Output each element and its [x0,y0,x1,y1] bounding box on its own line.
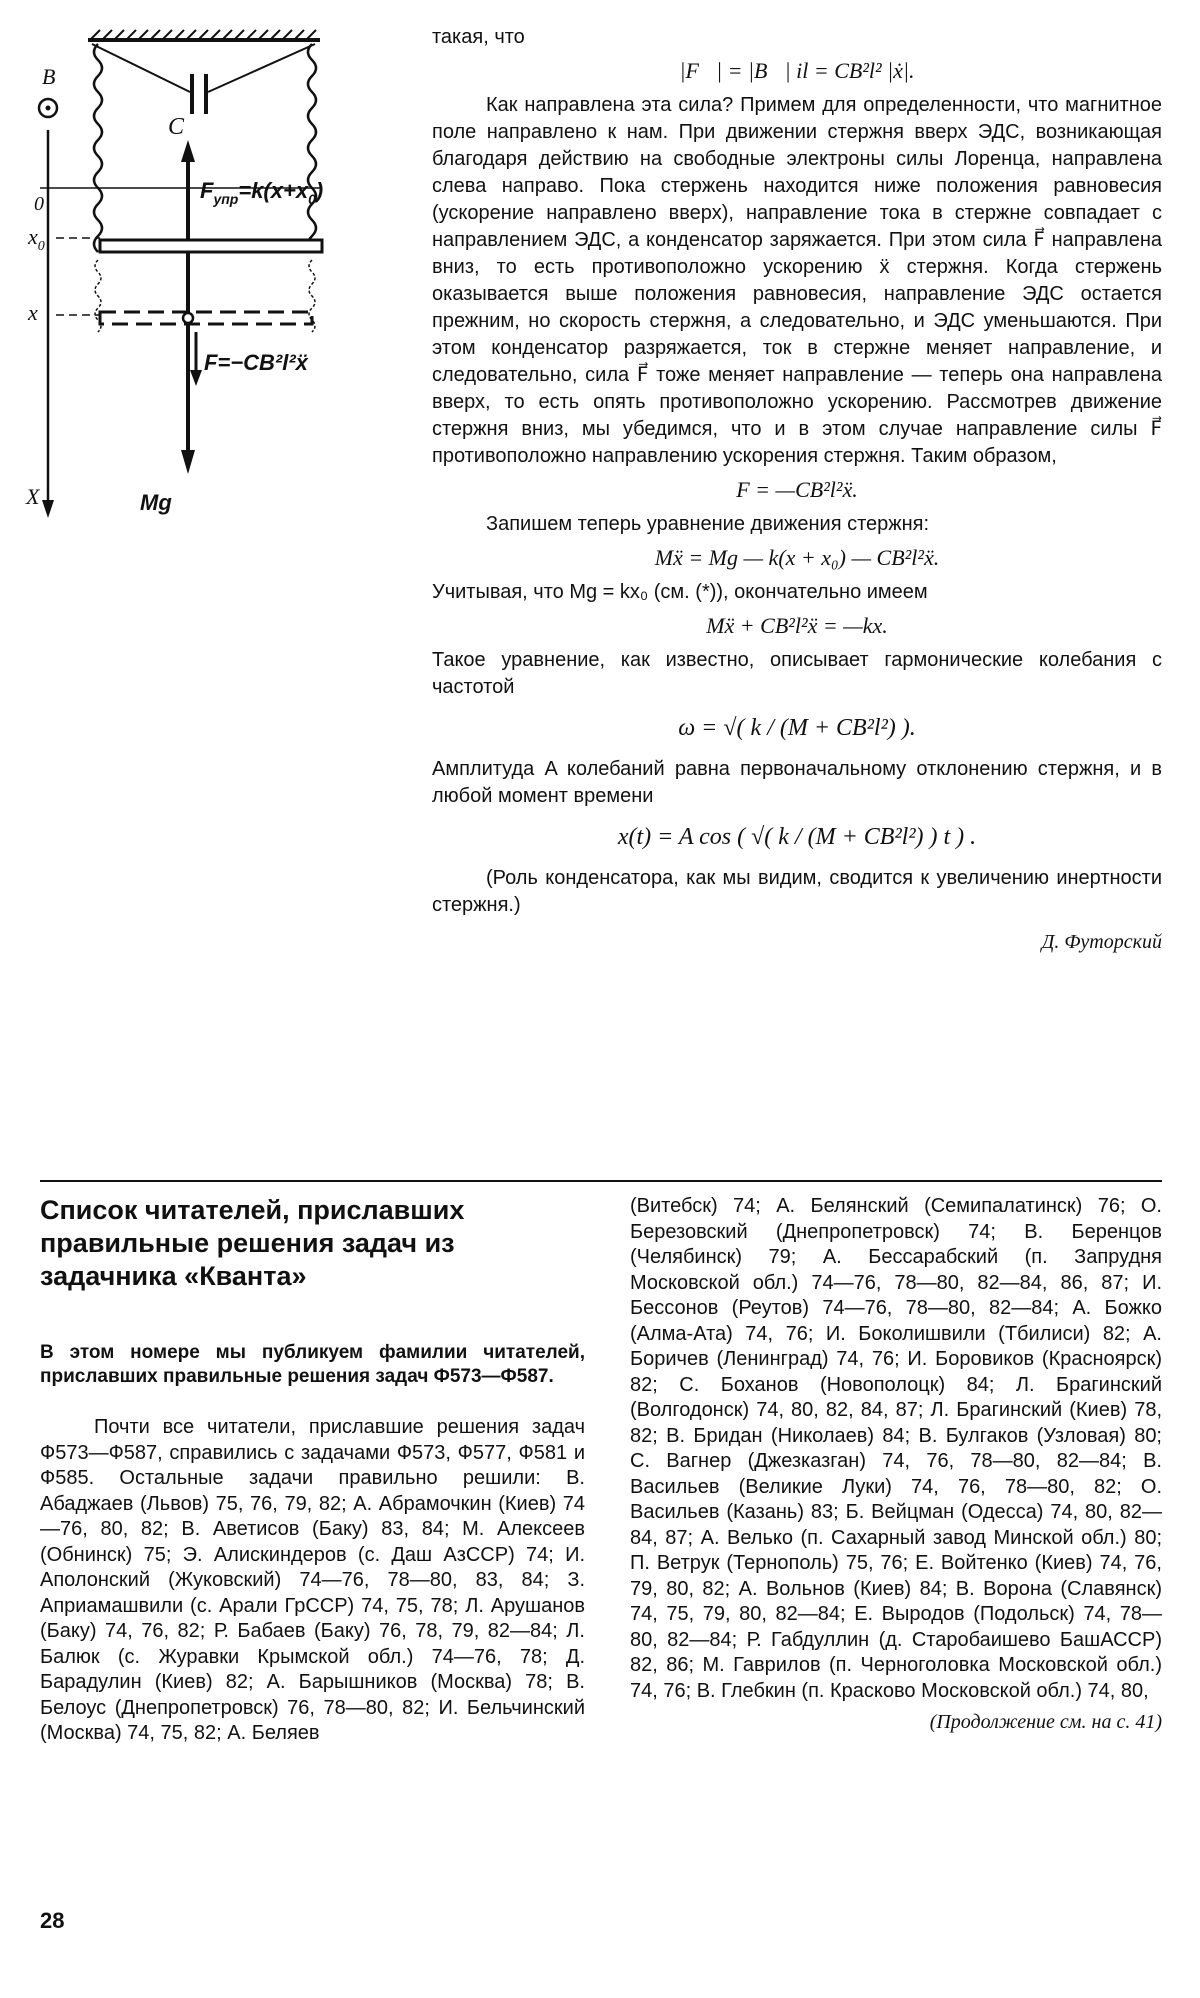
b-field-dot-icon [46,106,51,111]
solution-paragraph-1: Как направлена эта сила? Примем для определенности, что магнитное поле направлено к нам. При движении стержня вверх ЭДС, возникающая благодаря действию на свободные электроны силы Лоренца, направлена слева направо. Пока стержень находится ниже положения равновесия (ускорение направлено вверх), направление тока в стержне совпадает с направлением ЭДС, а конденсатор заряжается. При этом сила F⃗ направлена вниз, то есть противоположно ускорению ẍ стержня. Когда стержень оказывается выше положения равновесия, направление ЭДС остается прежним, но скорость стержня, а следовательно, и ЭДС уменьшаются. При этом конденсатор разряжается, ток в стержне меняет направление, и следовательно, сила F⃗ тоже меняет направление — теперь она направлена вверх, то есть опять противоположно ускорению. Рассмотрев движение стержня вниз, мы убедимся, что и в этом случае направление силы F⃗ противоположно направлению ускорения стержня. Таким образом, [432,94,1162,467]
solution-intro: такая, что [432,26,525,48]
solution-paragraph-3: Учитывая, что Mg = kx₀ (см. (*)), окончательно имеем [432,581,928,603]
solution-note: (Роль конденсатора, как мы видим, сводится к увеличению инертности стержня.) [432,867,1162,916]
readers-column-right [630,1194,1162,1736]
rod-displaced [100,312,312,324]
center-of-mass-point [183,313,193,323]
readers-list-left: Почти все читатели, приславшие решения задач Ф573—Ф587, справились с задачами Ф573, Ф577, Ф581 и Ф585. Остальные задачи правильно решили: В. Абаджаев (Львов) 75, 76, 79, 82; А. Абрамочкин (Киев) 74—76, 80, 82; В. Аветисов (Баку) 83, 84; М. Алексеев (Обнинск) 75; Э. Алискиндеров (с. Даш АзССР) 74; И. Аполонский (Жуковский) 74—76, 78—80, 83, 84; З. Априамашвили (с. Арали ГрССР) 74, 75, 78; Л. Арушанов (Баку) 74, 76, 82; Р. Бабаев (Баку) 76, 78, 79, 82—84; Л. Балюк (с. Журавки Крымской обл.) 74—76, 78; Д. Барадулин (Киев) 82; А. Барышников (Москва) 78; В. Белоус (Днепропетровск) 76, 78—80, 82; И. Бельчинский (Москва) 74, 75, 82; А. Беляев [40,1416,585,1744]
readers-list-right: (Витебск) 74; А. Белянский (Семипалатинск) 76; О. Березовский (Днепропетровск) 74; В. Беренцов (Челябинск) 79; А. Бессарабский (п. Запрудня Московской обл.) 74—76, 78—80, 82—84, 86, 87; И. Бессонов (Реутов) 74—76, 78—80, 82—84; А. Божко (Алма-Ата) 74, 76; И. Боколишвили (Тбилиси) 82; А. Боричев (Ленинград) 74, 76; И. Боровиков (Красноярск) 82; С. Боханов (Новополоцк) 84; Л. Брагинский (Волгодонск) 74, 80, 82, 84, 87; Л. Брагинский (Киев) 78, 82; В. Бридан (Николаев) 84; В. Булгаков (Узловая) 80; С. Вагнер (Джезказган) 74, 76, 78—80, 82—84; В. Васильев (Великие Луки) 74, 76, 78—80, 82; О. Васильев (Казань) 83; Б. Вейцман (Одесса) 74, 80, 82—84, 87; А. Велько (п. Сахарный завод Минской обл.) 80; П. Ветрук (Тернополь) 75, 76; Е. Войтенко (Киев) 74, 76, 79, 80, 82; А. Вольнов (Киев) 84; В. Ворона (Славянск) 74, 75, 79, 80, 82—84; Е. Выродов (Подольск) 74, 78—80, 82—84; Р. Габдуллин (д. Старобаишево БашАССР) 82, 86; М. Гаврилов (п. Черноголовка Московской обл.) 74, 76; В. Глебкин (п. Красково Московской обл.) 74, 80, [630,1195,1162,1702]
formula-position: x(t) = A cos ( √( k / (M + CB²l²) ) t ) . [617,824,977,850]
section-divider [40,1180,1162,1182]
solution-paragraph-4: Такое уравнение, как известно, описывает гармонические колебания с частотой [432,649,1162,698]
formula-frequency: ω = √( k / (M + CB²l²) ). [678,715,916,741]
left-spring [94,44,102,252]
solution-paragraph-5: Амплитуда A колебаний равна первоначальному отклонению стержня, и в любой момент времени [432,758,1162,807]
solution-paragraph-2: Запишем теперь уравнение движения стержня: [486,513,930,535]
lorentz-force-label: F=−CB²l²ẍ [204,350,308,375]
x-axis-arrow-icon [42,500,54,518]
b-field-label: B [42,64,56,89]
zero-label: 0 [34,193,44,215]
physics-diagram [20,22,420,542]
capacitor-wire-right [208,44,315,92]
formula-motion: Mẍ = Mg — k(x + x₀) — CB²l²ẍ. [654,545,940,570]
spring-force-label: $F_{упр}=k(x+x_0)$ [200,178,324,207]
x-label: x [28,300,38,325]
readers-heading: Список читателей, приславших правильные решения задач из задачника «Кванта» [40,1195,465,1291]
readers-column-left [40,1194,585,1747]
lorentz-force-arrowhead-icon [190,370,202,386]
rod-spring-capacitor-figure [20,22,420,542]
weight-label: Mg [140,490,172,515]
solution-text [432,24,1162,956]
formula-force-magnitude: |F⃗| = |B⃗| il = CB²l² |ẋ|. [679,58,915,83]
capacitor-label: C [168,114,185,140]
formula-force: F = —CB²l²ẍ. [736,477,858,502]
right-spring [308,44,316,252]
readers-lead: В этом номере мы публикуем фамилии читателей, приславших правильные решения задач Ф573—Ф587. [40,1342,585,1387]
author-signature: Д. Футорский [1041,931,1162,953]
spring-force-arrowhead-icon [181,140,195,162]
capacitor-wire-left [92,44,190,92]
page-number: 28 [40,1908,65,1933]
continued-note: (Продолжение см. на с. 41) [929,1711,1162,1733]
formula-final: Mẍ + CB²l²ẍ = —kx. [706,613,888,638]
rod [100,240,322,252]
weight-arrowhead-icon [181,450,195,474]
x-axis-label: X [26,484,40,509]
x0-label: $x_0$ [28,224,45,254]
